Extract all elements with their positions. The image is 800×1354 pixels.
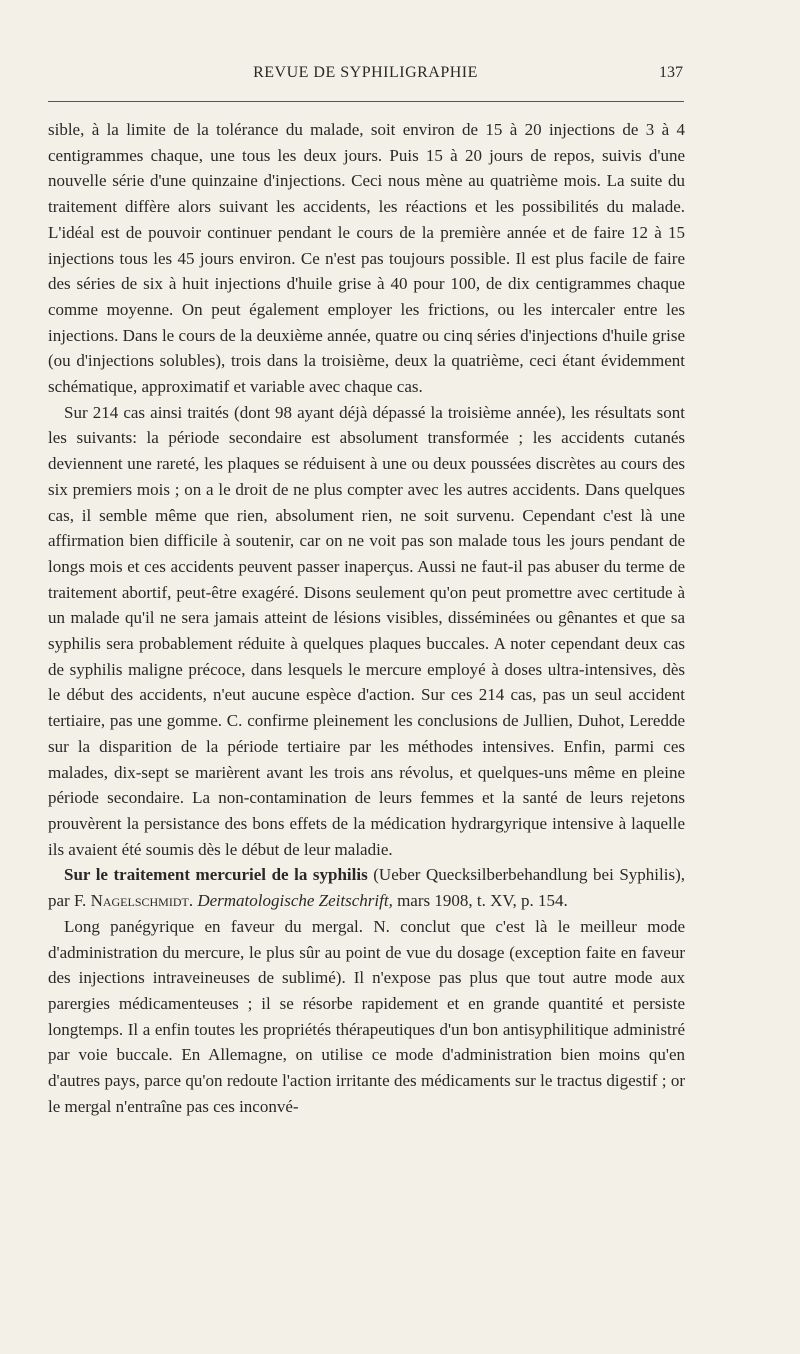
review-journal: Dermatologische Zeitschrift, xyxy=(197,891,393,911)
paragraph-results: Sur 214 cas ainsi traités (dont 98 ayant déjà dépassé la troisième année), les résultats sont les suivants: la période secondaire est absolument transformée ; les accidents cutanés deviennent une rareté, les plaques se réduisent à une ou deux poussées discrètes au cours des six premiers mois ; on a le droit de ne plus compter avec les autres accidents. Dans quelques cas, il semble même que rien, absolument rien, ne soit survenu. Cependant c'est là une affirmation bien difficile à soutenir, car on ne voit pas son malade tous les jours pendant de longs mois et ces accidents peuvent passer inaperçus. Aussi ne faut-il pas abuser du terme de traitement abortif, peut-être exagéré. Disons seulement qu'on peut promettre avec certitude à un malade qu'il ne sera jamais atteint de lésions visibles, disséminées ou gênantes et que sa syphilis sera probablement réduite à quelques plaques buccales. A noter cependant deux cas de syphilis maligne précoce, dans lesquels le mercure employé à doses ultra-intensives, dès le début des accidents, n'eut aucune espèce d'action. Sur ces 214 cas, pas un seul accident tertiaire, pas une gomme. C. confirme pleinement les conclusions de Jullien, Duhot, Leredde sur la disparition de la période tertiaire par les méthodes intensives. Enfin, parmi ces malades, dix-sept se marièrent avant les trois ans révolus, et quelques-uns même en pleine période secondaire. La non-contamination de leurs femmes et la santé de leurs rejetons prouvèrent la persistance des bons effets de la médication hydrargyrique intensive à laquelle ils avaient été soumis dès le début de leur maladie. xyxy=(48,402,685,859)
paragraph-continuation: sible, à la limite de la tolérance du malade, soit environ de 15 à 20 injections de 3 à 4 centigrammes chaque, une tous les deux jours. Puis 15 à 20 jours de repos, suivis d'une nouvelle série d'une quinzaine d'injections. Ceci nous mène au quatrième mois. La suite du traitement diffère alors suivant les accidents, les réactions et les possibilités du malade. L'idéal est de pouvoir continuer pendant le cours de la première année et de faire 12 à 15 injections tous les 45 jours environ. Ce n'est pas toujours possible. Il est plus facile de faire des séries de six à huit injections d'huile grise à 40 pour 100, de dix centigrammes chaque comme moyenne. On peut également employer les frictions, ou les intercaler entre les injections. Dans le cours de la deuxième année, quatre ou cinq séries d'injections d'huile grise (ou d'injections solubles), trois dans la troisième, deux la quatrième, ceci étant évidemment schématique, approximatif et variable avec chaque cas. xyxy=(48,120,685,397)
review-citation: mars 1908, t. XV, p. 154. xyxy=(392,891,568,911)
review-author: Nagelschmidt xyxy=(90,891,189,911)
page-header xyxy=(48,64,683,90)
review-sep: . xyxy=(188,891,198,911)
review-body: Long panégyrique en faveur du mergal. N. conclut que c'est là le meilleur mode d'administration du mercure, le plus sûr au point de vue du dosage (exception faite en faveur des injections intraveineuses de sublimé). Il n'expose pas plus que tout autre mode aux parergies médicamenteuses ; il se résorbe rapidement et en grande quantité et persiste longtemps. Il a enfin toutes les propriétés thérapeutiques d'un bon antisyphilitique administré par voie buccale. En Allemagne, on utilise ce mode d'administration bien moins qu'en d'autres pays, parce qu'on redoute l'action irritante des médicaments sur le tractus digestif ; or le mergal n'entraîne pas ces inconvé- xyxy=(48,916,685,1116)
review-original-title: (Ueber Quecksilberbehandlung bei Syphilis), par F. xyxy=(48,865,685,911)
review-title: Sur le traitement mercuriel de la syphilis xyxy=(64,865,368,885)
page-number: 137 xyxy=(659,64,683,81)
header-rule xyxy=(48,101,684,102)
body-text xyxy=(48,117,685,1119)
review-heading xyxy=(48,862,685,913)
running-title: REVUE DE SYPHILIGRAPHIE xyxy=(253,64,478,81)
